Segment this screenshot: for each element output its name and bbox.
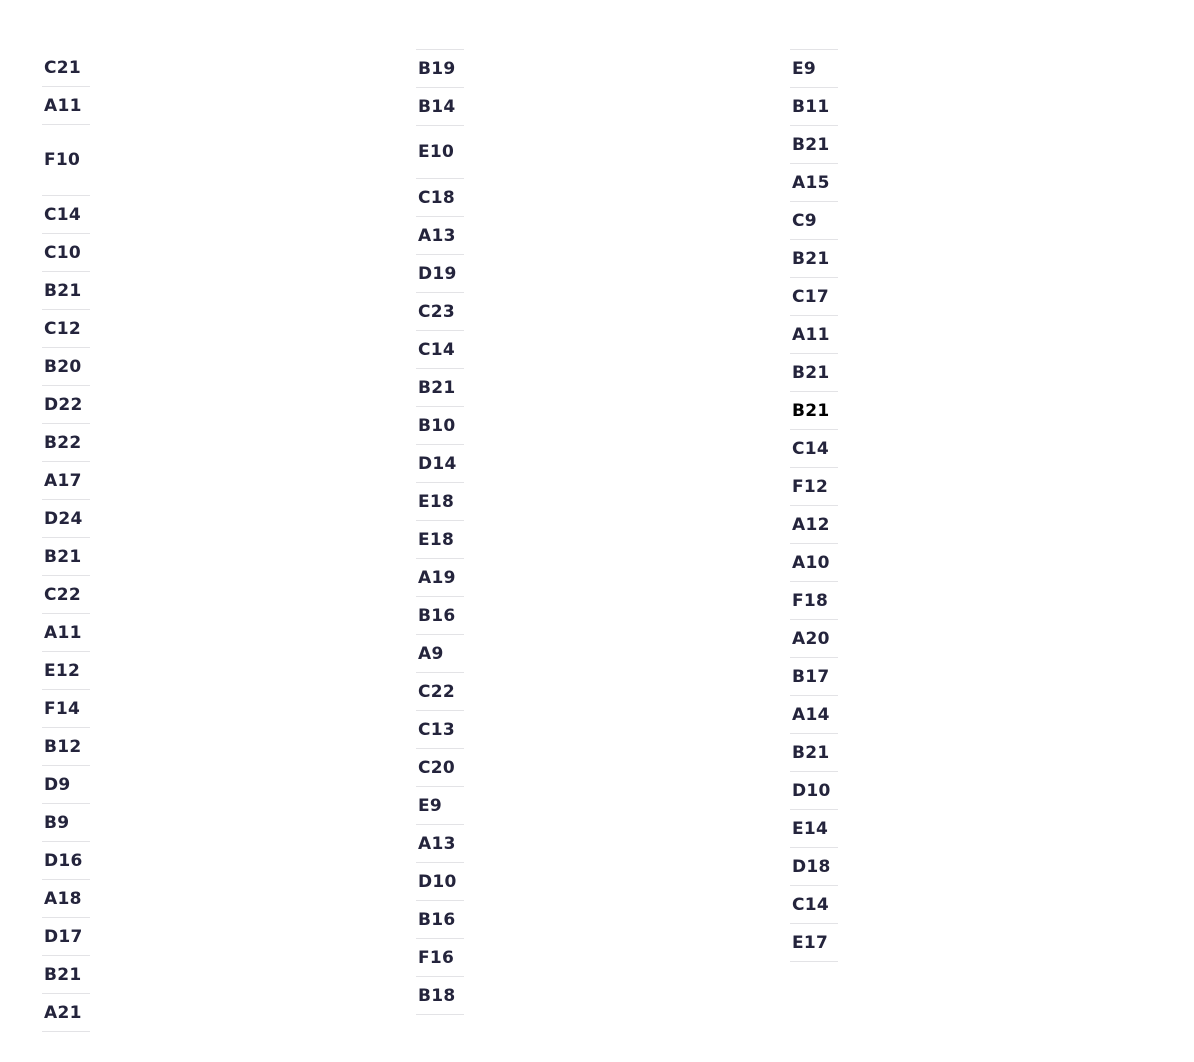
list-item[interactable]: F16 [416, 939, 464, 977]
list-item[interactable]: F12 [790, 468, 838, 506]
list-item[interactable]: E17 [790, 924, 838, 962]
list-item[interactable]: D18 [790, 848, 838, 886]
list-item[interactable]: B21 [42, 538, 90, 576]
list-item[interactable]: F18 [790, 582, 838, 620]
list-item[interactable]: D9 [42, 766, 90, 804]
list-item[interactable]: B21 [790, 240, 838, 278]
list-item[interactable]: C12 [42, 310, 90, 348]
list-item[interactable]: F10 [42, 125, 90, 196]
list-column-2 [416, 49, 464, 1015]
list-item[interactable]: B12 [42, 728, 90, 766]
list-item[interactable]: C23 [416, 293, 464, 331]
list-item[interactable]: B11 [790, 88, 838, 126]
list-item[interactable]: A12 [790, 506, 838, 544]
list-item[interactable]: B21 [416, 369, 464, 407]
list-item[interactable]: B14 [416, 88, 464, 126]
list-item[interactable]: B18 [416, 977, 464, 1015]
list-item[interactable]: C14 [790, 430, 838, 468]
list-item[interactable]: C14 [42, 196, 90, 234]
list-item[interactable]: E10 [416, 126, 464, 179]
list-item[interactable]: B19 [416, 50, 464, 88]
list-item[interactable]: A17 [42, 462, 90, 500]
list-item[interactable]: D22 [42, 386, 90, 424]
list-item[interactable]: A14 [790, 696, 838, 734]
list-item[interactable]: C22 [42, 576, 90, 614]
list-item[interactable]: C10 [42, 234, 90, 272]
list-item[interactable]: C17 [790, 278, 838, 316]
list-item[interactable]: C13 [416, 711, 464, 749]
list-item[interactable]: A18 [42, 880, 90, 918]
list-item[interactable]: A13 [416, 825, 464, 863]
list-item[interactable]: B21 [42, 272, 90, 310]
list-item[interactable]: E9 [416, 787, 464, 825]
list-item[interactable]: B21 [790, 734, 838, 772]
list-item[interactable]: B10 [416, 407, 464, 445]
list-item[interactable]: D24 [42, 500, 90, 538]
list-item[interactable]: B21 [790, 126, 838, 164]
list-item[interactable]: C14 [416, 331, 464, 369]
list-item[interactable]: A21 [42, 994, 90, 1032]
list-column-1 [42, 49, 90, 1032]
list-item[interactable]: B9 [42, 804, 90, 842]
list-item[interactable]: A19 [416, 559, 464, 597]
list-item[interactable]: A11 [790, 316, 838, 354]
list-item[interactable]: D19 [416, 255, 464, 293]
list-item[interactable]: C9 [790, 202, 838, 240]
list-item[interactable]: D17 [42, 918, 90, 956]
list-item[interactable]: E12 [42, 652, 90, 690]
list-column-3 [790, 49, 838, 962]
list-item[interactable]: E18 [416, 521, 464, 559]
list-item[interactable]: A20 [790, 620, 838, 658]
list-item[interactable]: D10 [790, 772, 838, 810]
list-item[interactable]: B16 [416, 597, 464, 635]
list-item[interactable]: A9 [416, 635, 464, 673]
list-item[interactable]: B21 [790, 392, 838, 430]
list-item[interactable]: B20 [42, 348, 90, 386]
list-item[interactable]: C22 [416, 673, 464, 711]
list-item[interactable]: C14 [790, 886, 838, 924]
list-item[interactable]: D16 [42, 842, 90, 880]
list-item[interactable]: C18 [416, 179, 464, 217]
list-item[interactable]: D14 [416, 445, 464, 483]
list-item[interactable]: A11 [42, 87, 90, 125]
list-item[interactable]: B22 [42, 424, 90, 462]
list-item[interactable]: B21 [790, 354, 838, 392]
list-item[interactable]: C21 [42, 49, 90, 87]
list-item[interactable]: E18 [416, 483, 464, 521]
list-item[interactable]: E14 [790, 810, 838, 848]
list-item[interactable]: F14 [42, 690, 90, 728]
list-item[interactable]: B21 [42, 956, 90, 994]
list-item[interactable]: C20 [416, 749, 464, 787]
list-item[interactable]: D10 [416, 863, 464, 901]
list-item[interactable]: B16 [416, 901, 464, 939]
list-item[interactable]: B17 [790, 658, 838, 696]
list-item[interactable]: E9 [790, 50, 838, 88]
list-item[interactable]: A15 [790, 164, 838, 202]
list-item[interactable]: A13 [416, 217, 464, 255]
list-item[interactable]: A10 [790, 544, 838, 582]
list-item[interactable]: A11 [42, 614, 90, 652]
